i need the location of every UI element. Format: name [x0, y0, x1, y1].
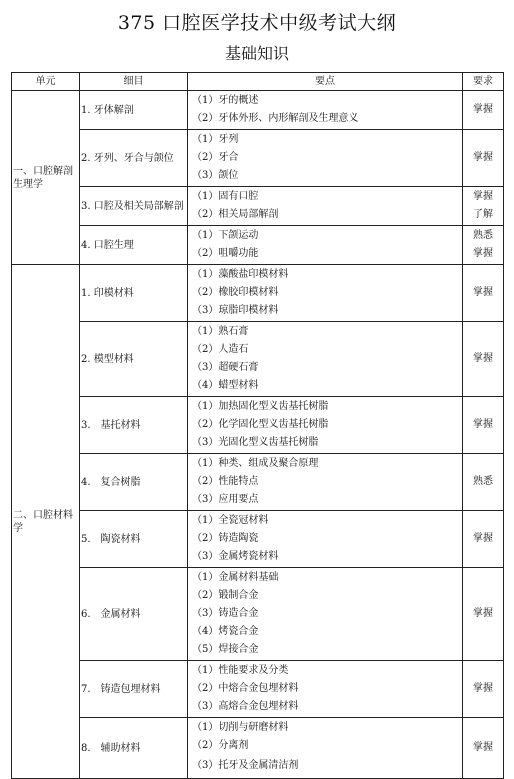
point-line: （1）藻酸盐印模材料 [192, 269, 289, 280]
points-cell [188, 511, 463, 568]
item-cell: 8. 辅助材料 [80, 718, 188, 779]
req-value: 掌握 [473, 287, 493, 298]
table-row [12, 568, 504, 661]
table-row [12, 397, 504, 454]
point-line: （3）高熔合金包埋材料 [192, 701, 299, 712]
document-subtitle: 基础知识 [224, 44, 289, 63]
req-value: 熟悉 [473, 476, 493, 487]
table-row [12, 130, 504, 187]
document-title: 375 口腔医学技术中级考试大纲 [117, 12, 397, 34]
point-line: （1）固有口腔 [192, 191, 259, 202]
point-line: （2）牙体外形、内形解剖及生理意义 [192, 113, 359, 124]
point-line: （2）人造石 [192, 344, 249, 355]
req-cell [463, 322, 504, 397]
point-line: （3）铸造合金 [192, 608, 259, 619]
item-cell: 1. 牙体解剖 [80, 91, 188, 130]
point-line: （2）相关局部解剖 [192, 209, 279, 220]
header-points: 要点 [188, 73, 463, 91]
point-line: （3）托牙及金属清洁剂 [192, 760, 299, 771]
point-line: （1）性能要求及分类 [192, 665, 289, 676]
point-line: （2）性能特点 [192, 476, 259, 487]
point-line: （2）铸造陶瓷 [192, 533, 259, 544]
point-line: （2）化学固化型义齿基托树脂 [192, 419, 329, 430]
req-cell [463, 91, 504, 130]
req-cell [463, 265, 504, 322]
point-line: （1）金属材料基础 [192, 572, 279, 583]
points-cell [188, 91, 463, 130]
item-cell: 5. 陶瓷材料 [80, 511, 188, 568]
table-row [12, 511, 504, 568]
req-cell [463, 130, 504, 187]
req-value: 掌握 [473, 742, 493, 753]
point-line: （3）超硬石膏 [192, 362, 259, 373]
point-line: （4）蜡型材料 [192, 380, 259, 391]
item-cell: 3. 口腔及相关局部解剖 [80, 187, 188, 226]
req-value: 掌握 [473, 608, 493, 619]
points-cell [188, 187, 463, 226]
req-value: 掌握 [473, 104, 493, 115]
req-value: 掌握 [473, 248, 493, 259]
item-cell: 2. 牙列、牙合与颌位 [80, 130, 188, 187]
point-line: （2）锻制合金 [192, 590, 259, 601]
points-cell [188, 130, 463, 187]
header-unit: 单元 [12, 73, 80, 91]
point-line: （3）琼脂印模材料 [192, 305, 279, 316]
point-line: （5）焊接合金 [192, 644, 259, 655]
item-cell: 3. 基托材料 [80, 397, 188, 454]
point-line: （3）金属烤瓷材料 [192, 551, 279, 562]
syllabus-table [11, 72, 504, 779]
item-cell: 7. 铸造包埋材料 [80, 661, 188, 718]
point-line: （1）熟石膏 [192, 326, 249, 337]
unit-cell: 一、口腔解剖生理学 [12, 91, 80, 265]
header-item: 细目 [80, 73, 188, 91]
points-cell [188, 661, 463, 718]
point-line: （1）加热固化型义齿基托树脂 [192, 401, 329, 412]
item-cell: 4. 复合树脂 [80, 454, 188, 511]
req-cell [463, 718, 504, 779]
points-cell [188, 718, 463, 779]
table-row [12, 718, 504, 779]
table-body [12, 91, 504, 779]
points-cell [188, 568, 463, 661]
req-value: 掌握 [473, 353, 493, 364]
req-value: 掌握 [473, 152, 493, 163]
req-value: 掌握 [473, 419, 493, 430]
req-cell [463, 568, 504, 661]
req-cell [463, 511, 504, 568]
req-cell [463, 187, 504, 226]
point-line: （2）分离剂 [192, 740, 249, 751]
req-cell [463, 397, 504, 454]
header-req: 要求 [463, 73, 504, 91]
item-cell: 1. 印模材料 [80, 265, 188, 322]
req-cell [463, 226, 504, 265]
req-value: 掌握 [473, 533, 493, 544]
table-row [12, 454, 504, 511]
points-cell [188, 322, 463, 397]
unit-cell: 二、口腔材料学 [12, 265, 80, 779]
point-line: （1）切削与研磨材料 [192, 722, 289, 733]
point-line: （1）牙列 [192, 134, 239, 145]
points-cell [188, 226, 463, 265]
req-cell [463, 661, 504, 718]
point-line: （1）牙的概述 [192, 95, 259, 106]
point-line: （3）光固化型义齿基托树脂 [192, 437, 319, 448]
point-line: （2）橡胶印模材料 [192, 287, 279, 298]
point-line: （1）下颌运动 [192, 230, 259, 241]
table-row [12, 265, 504, 322]
item-cell: 2. 模型材料 [80, 322, 188, 397]
points-cell [188, 265, 463, 322]
req-value: 了解 [473, 209, 493, 220]
point-line: （4）烤瓷合金 [192, 626, 259, 637]
point-line: （1）种类、组成及聚合原理 [192, 458, 319, 469]
points-cell [188, 454, 463, 511]
req-value: 掌握 [473, 683, 493, 694]
item-cell: 6. 金属材料 [80, 568, 188, 661]
req-value: 熟悉 [473, 230, 493, 241]
table-row [12, 226, 504, 265]
points-cell [188, 397, 463, 454]
point-line: （1）全瓷冠材料 [192, 515, 269, 526]
req-value: 掌握 [473, 191, 493, 202]
table-row [12, 661, 504, 718]
point-line: （3）颌位 [192, 170, 239, 181]
point-line: （2）中熔合金包埋材料 [192, 683, 299, 694]
table-row [12, 322, 504, 397]
item-cell: 4. 口腔生理 [80, 226, 188, 265]
point-line: （3）应用要点 [192, 494, 259, 505]
point-line: （2）牙合 [192, 152, 239, 163]
req-cell [463, 454, 504, 511]
table-row [12, 187, 504, 226]
table-row [12, 91, 504, 130]
point-line: （2）咀嚼功能 [192, 248, 259, 259]
table-header-row [12, 73, 504, 91]
